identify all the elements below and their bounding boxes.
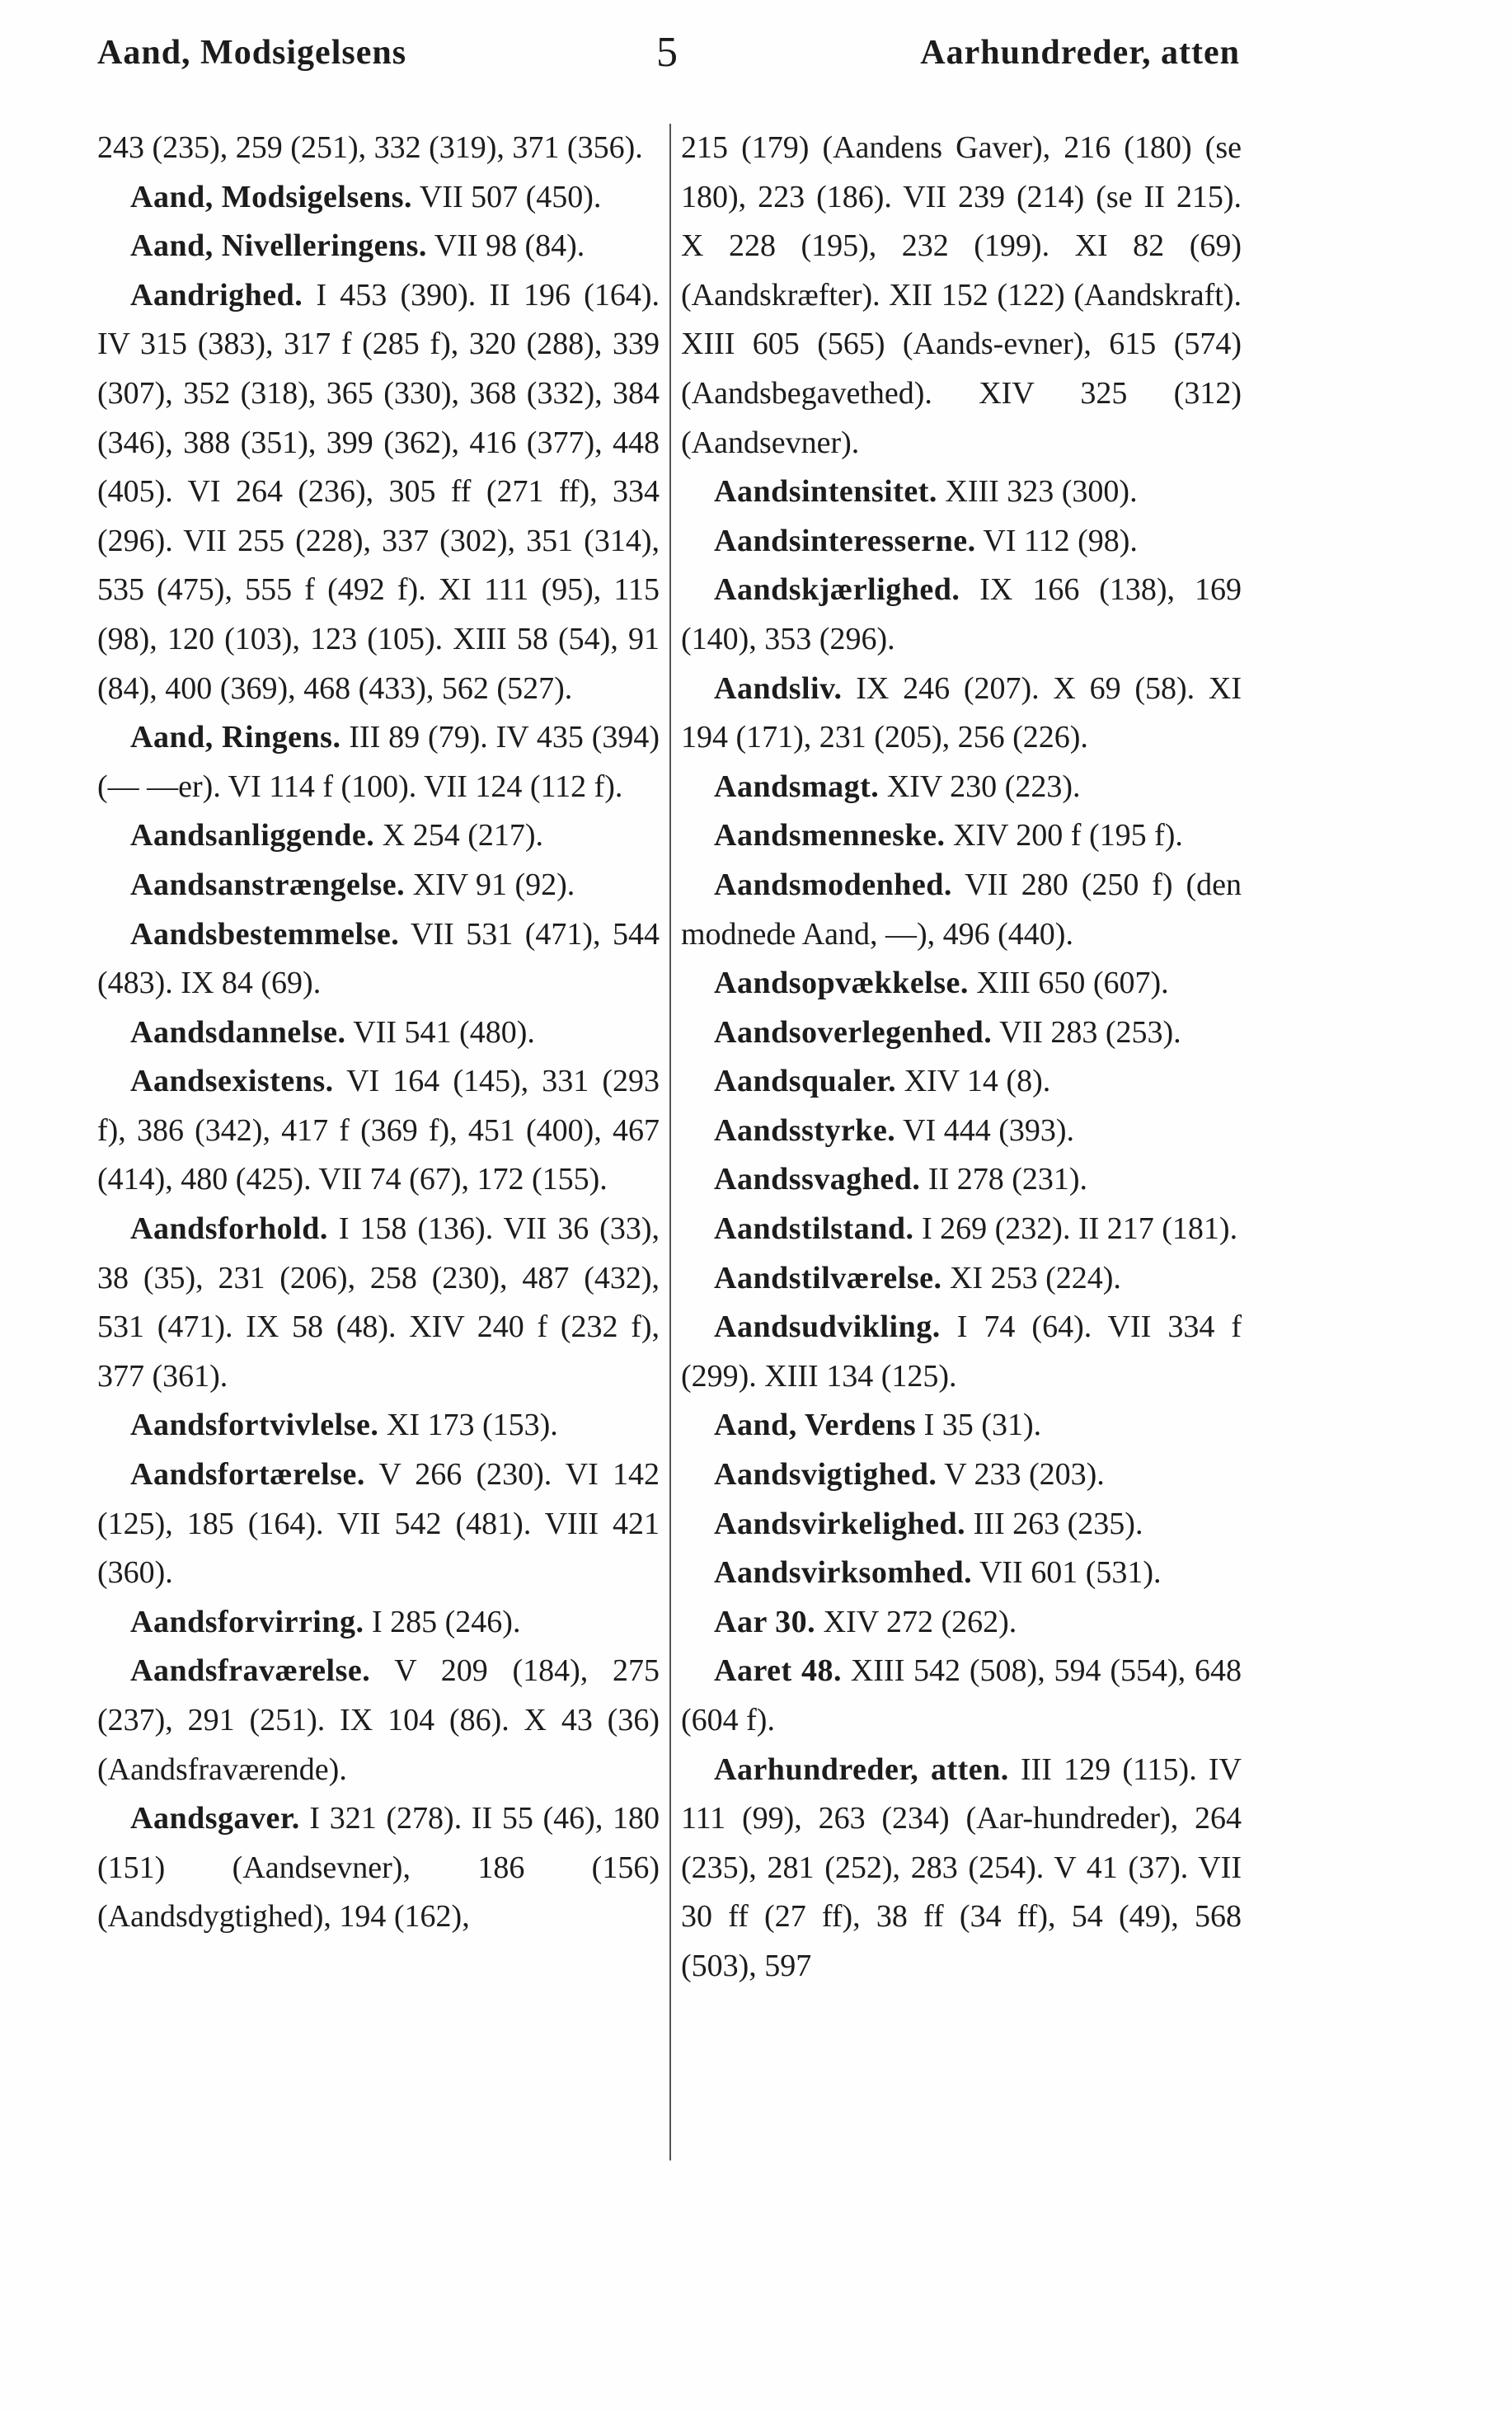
entry-references: VII 541 (480).	[345, 1014, 535, 1050]
index-entry	[681, 1500, 1242, 1549]
entry-references: III 263 (235).	[965, 1506, 1143, 1541]
entry-references: VII 280 (250 f) (den modnede Aand, —), 496 (440).	[681, 867, 1242, 952]
entry-headword: Aandsforhold.	[130, 1211, 328, 1247]
entry-headword: Aar 30.	[714, 1604, 816, 1639]
entry-headword: Aandsintensitet.	[714, 474, 937, 510]
index-entry	[681, 1057, 1242, 1107]
index-entry	[97, 1205, 660, 1401]
entry-references: XIII 650 (607).	[968, 966, 1169, 1001]
entry-references: I 321 (278). II 55 (46), 180 (151) (Aandsevner), 186 (156) (Aandsdygtighed), 194 (162),	[97, 1801, 660, 1935]
entry-headword: Aand, Modsigelsens.	[130, 179, 413, 214]
index-entry	[681, 566, 1242, 664]
entry-headword: Aandsinteresserne.	[714, 523, 976, 558]
entry-references: XIII 323 (300).	[937, 474, 1138, 510]
entry-headword: Aandsopvækkelse.	[714, 966, 969, 1001]
entry-references: I 269 (232). II 217 (181).	[913, 1211, 1238, 1247]
entry-references: XIV 91 (92).	[405, 867, 575, 902]
entry-references: IX 166 (138), 169 (140), 353 (296).	[681, 572, 1242, 656]
index-entry	[681, 1107, 1242, 1156]
entry-headword: Aandsmodenhed.	[714, 867, 952, 902]
entry-references: I 285 (246).	[364, 1604, 521, 1639]
entry-references: VII 98 (84).	[426, 228, 585, 264]
entry-headword: Aandsliv.	[714, 670, 843, 706]
index-entry	[97, 861, 660, 910]
entry-headword: Aandsqualer.	[714, 1064, 897, 1099]
entry-headword: Aandsanliggende.	[130, 818, 375, 853]
index-entry	[97, 811, 660, 861]
entry-headword: Aandsforvirring.	[130, 1604, 364, 1639]
entry-references: XIV 272 (262).	[815, 1604, 1017, 1639]
right-column	[681, 124, 1242, 1991]
entry-headword: Aandsvigtighed.	[714, 1457, 937, 1493]
entry-headword: Aand, Ringens.	[130, 720, 341, 755]
entry-references: VII 507 (450).	[412, 179, 602, 214]
entry-headword: Aandrighed.	[130, 277, 303, 313]
index-entry	[681, 1205, 1242, 1254]
index-entry	[681, 861, 1242, 959]
entry-references: XIV 230 (223).	[879, 769, 1081, 804]
index-entry	[681, 517, 1242, 567]
column-divider	[669, 124, 671, 2160]
entry-headword: Aand, Nivelleringens.	[130, 228, 427, 264]
index-entry	[97, 1057, 660, 1205]
index-entry	[97, 1009, 660, 1058]
index-entry	[681, 1254, 1242, 1304]
entry-headword: Aandssvaghed.	[714, 1162, 921, 1197]
index-entry	[681, 124, 1242, 468]
entry-references: VII 601 (531).	[972, 1555, 1162, 1591]
entry-references: IX 246 (207). X 69 (58). XI 194 (171), 231 (205), 256 (226).	[681, 670, 1242, 755]
entry-headword: Aandskjærlighed.	[714, 572, 960, 608]
index-entry	[681, 1598, 1242, 1648]
entry-headword: Aandstilstand.	[714, 1211, 914, 1247]
index-entry	[681, 665, 1242, 763]
entry-headword: Aandsgaver.	[130, 1801, 300, 1836]
entry-references: I 74 (64). VII 334 f (299). XIII 134 (125).	[681, 1309, 1242, 1394]
entry-references: V 233 (203).	[937, 1457, 1105, 1493]
entry-references: VII 531 (471), 544 (483). IX 84 (69).	[97, 916, 660, 1001]
entry-references: XIV 200 f (195 f).	[945, 818, 1183, 853]
entry-headword: Aand, Verdens	[714, 1408, 917, 1443]
index-entry	[681, 1647, 1242, 1745]
entry-references: XI 173 (153).	[378, 1408, 558, 1443]
entry-references: X 254 (217).	[374, 818, 544, 853]
index-entry	[681, 1450, 1242, 1500]
index-entry	[681, 1401, 1242, 1450]
page-number: 5	[656, 29, 678, 76]
entry-headword: Aandsmagt.	[714, 769, 880, 804]
index-entry	[97, 173, 660, 223]
index-entry	[97, 1401, 660, 1450]
entry-references: III 129 (115). IV 111 (99), 263 (234) (Aar-hundreder), 264 (235), 281 (252), 283 (254). V 41 (37). VII 30 ff (27 ff), 38 ff (34 ff), 54 (49), 568 (503), 597	[681, 1751, 1242, 1983]
entry-references: XIII 542 (508), 594 (554), 648 (604 f).	[681, 1653, 1242, 1737]
index-entry	[681, 811, 1242, 861]
entry-references: VI 444 (393).	[895, 1112, 1075, 1148]
entry-headword: Aandsbestemmelse.	[130, 916, 400, 952]
index-entry	[681, 468, 1242, 517]
index-entry	[681, 1549, 1242, 1598]
entry-headword: Aandsexistens.	[130, 1064, 334, 1099]
entry-headword: Aandsanstrængelse.	[130, 867, 406, 902]
index-entry	[681, 1746, 1242, 1991]
entry-references: XI 253 (224).	[941, 1260, 1121, 1295]
index-entry	[97, 222, 660, 271]
entry-references: V 209 (184), 275 (237), 291 (251). IX 104 (86). X 43 (36) (Aandsfraværende).	[97, 1653, 660, 1787]
index-entry	[681, 1303, 1242, 1401]
index-entry	[97, 1647, 660, 1794]
entry-headword: Aandsvirkelighed.	[714, 1506, 966, 1541]
index-entry	[681, 1009, 1242, 1058]
entry-references: II 278 (231).	[920, 1162, 1088, 1197]
index-entry	[97, 271, 660, 713]
entry-references: III 89 (79). IV 435 (394) (— —er). VI 114 f (100). VII 124 (112 f).	[97, 720, 660, 804]
entry-references: VII 283 (253).	[992, 1014, 1181, 1050]
index-entry	[97, 1450, 660, 1598]
entry-headword: Aandsudvikling.	[714, 1309, 941, 1345]
index-entry	[97, 1598, 660, 1648]
index-entry	[681, 763, 1242, 812]
entry-references: VI 112 (98).	[975, 523, 1138, 558]
index-entry	[97, 1794, 660, 1942]
entry-headword: Aandsfortærelse.	[130, 1457, 365, 1493]
entry-references: 243 (235), 259 (251), 332 (319), 371 (356).	[97, 130, 643, 165]
entry-references: I 35 (31).	[916, 1408, 1042, 1443]
entry-headword: Aandsfraværelse.	[130, 1653, 371, 1689]
entry-references: 215 (179) (Aandens Gaver), 216 (180) (se 180), 223 (186). VII 239 (214) (se II 215). X 228 (195), 232 (199). XI 82 (69) (Aandskræfter). XII 152 (122) (Aandskraft). XIII 605 (565) (Aands-evner), 615 (574) (Aandsbegavethed). XIV 325 (312) (Aandsevner).	[681, 130, 1242, 460]
index-entry	[97, 910, 660, 1009]
entry-headword: Aandstilværelse.	[714, 1260, 942, 1295]
header-left-catchword: Aand, Modsigelsens	[97, 34, 407, 72]
header-right-catchword: Aarhundreder, atten	[920, 34, 1240, 72]
index-entry	[681, 1155, 1242, 1205]
entry-references: VI 164 (145), 331 (293 f), 386 (342), 417 f (369 f), 451 (400), 467 (414), 480 (425). VII 74 (67), 172 (155).	[97, 1064, 660, 1197]
entry-references: XIV 14 (8).	[896, 1064, 1051, 1099]
entry-references: V 266 (230). VI 142 (125), 185 (164). VII 542 (481). VIII 421 (360).	[97, 1457, 660, 1591]
index-entry	[97, 713, 660, 811]
entry-headword: Aandsfortvivlelse.	[130, 1408, 379, 1443]
index-entry	[681, 959, 1242, 1009]
running-header	[0, 25, 1512, 91]
entry-headword: Aandsdannelse.	[130, 1014, 346, 1050]
entry-headword: Aandsstyrke.	[714, 1112, 896, 1148]
index-entry	[97, 124, 660, 173]
entry-headword: Aandsoverlegenhed.	[714, 1014, 993, 1050]
entry-headword: Aandsmenneske.	[714, 818, 946, 853]
entry-references: I 453 (390). II 196 (164). IV 315 (383), 317 f (285 f), 320 (288), 339 (307), 352 (318), 365 (330), 368 (332), 384 (346), 388 (351), 399 (362), 416 (377), 448 (405). VI 264 (236), 305 ff (271 ff), 334 (296). VII 255 (228), 337 (302), 351 (314), 535 (475), 555 f (492 f). XI 111 (95), 115 (98), 120 (103), 123 (105). XIII 58 (54), 91 (84), 400 (369), 468 (433), 562 (527).	[97, 277, 660, 706]
entry-headword: Aandsvirksomhed.	[714, 1555, 973, 1591]
left-column	[97, 124, 660, 1942]
entry-references: I 158 (136). VII 36 (33), 38 (35), 231 (206), 258 (230), 487 (432), 531 (471). IX 58 (48). XIV 240 f (232 f), 377 (361).	[97, 1211, 660, 1394]
entry-headword: Aaret 48.	[714, 1653, 842, 1689]
entry-headword: Aarhundreder, atten.	[714, 1751, 1009, 1787]
